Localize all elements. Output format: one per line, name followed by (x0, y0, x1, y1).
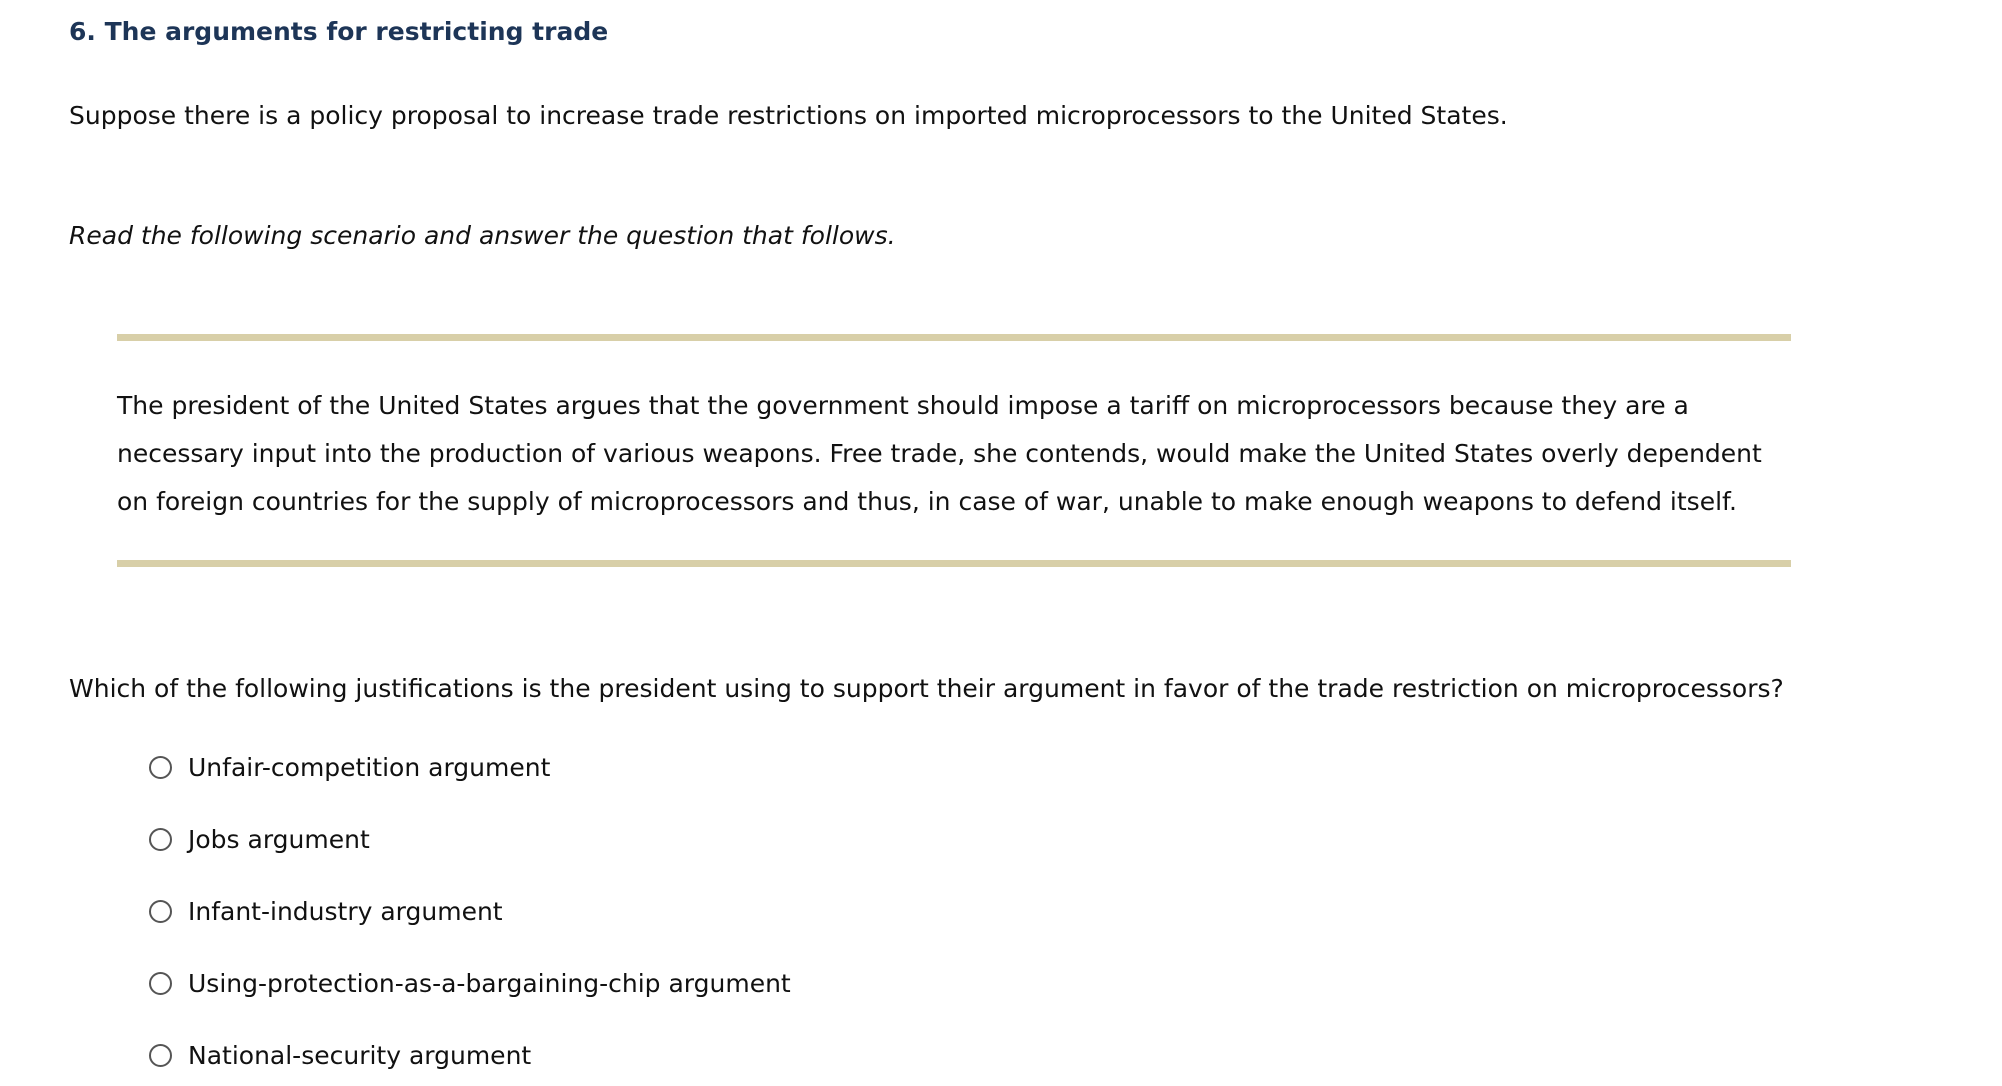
option-label: Jobs argument (188, 824, 370, 854)
scenario-top-rule (117, 334, 1791, 341)
scenario-bottom-rule (117, 560, 1791, 567)
option-label: Infant-industry argument (188, 896, 503, 926)
scenario-box (117, 334, 1791, 568)
question-title: 6. The arguments for restricting trade (69, 17, 609, 46)
option-label: National-security argument (188, 1040, 532, 1070)
radio-button-unchecked-icon[interactable] (149, 972, 172, 995)
option-bargaining-chip[interactable] (149, 963, 791, 1003)
question-prompt: Which of the following justifications is the president using to support their argument in favor of the trade restriction on microprocessors? (69, 674, 1784, 703)
option-label: Using-protection-as-a-bargaining-chip argument (188, 968, 791, 998)
option-jobs[interactable] (149, 819, 370, 859)
instruction-text: Read the following scenario and answer the question that follows. (69, 221, 896, 250)
scenario-text: The president of the United States argues that the government should impose a tariff on microprocessors because they are a necessary input into the production of various weapons. Free trade, she contends, would make the United States overly dependent on foreign countries for the supply of microprocessors and thus, in case of war, unable to make enough weapons to defend itself. (117, 391, 1762, 516)
option-national-security[interactable] (149, 1035, 531, 1075)
option-unfair-competition[interactable] (149, 747, 550, 787)
radio-button-unchecked-icon[interactable] (149, 900, 172, 923)
intro-text: Suppose there is a policy proposal to increase trade restrictions on imported microprocessors to the United States. (69, 101, 1508, 130)
option-label: Unfair-competition argument (188, 752, 551, 782)
radio-button-unchecked-icon[interactable] (149, 756, 172, 779)
radio-button-unchecked-icon[interactable] (149, 828, 172, 851)
option-infant-industry[interactable] (149, 891, 503, 931)
radio-button-unchecked-icon[interactable] (149, 1044, 172, 1067)
